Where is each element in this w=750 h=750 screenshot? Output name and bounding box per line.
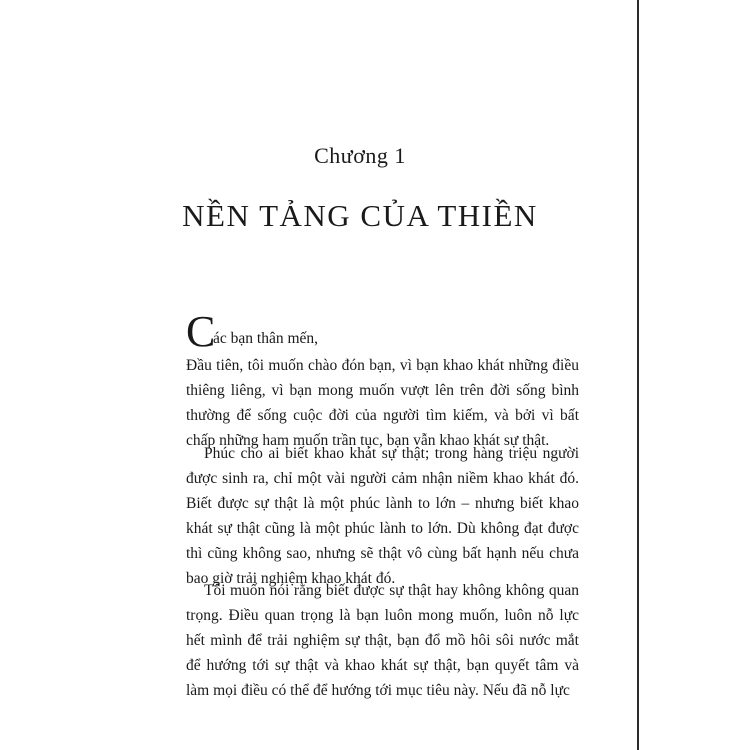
chapter-number: Chương 1 (314, 143, 406, 168)
salutation-text: ác bạn thân mến, (213, 330, 319, 347)
body-paragraph: Đầu tiên, tôi muốn chào đón bạn, vì bạn khao khát những điều thiêng liêng, vì bạn mong muốn vượt lên trên đời sống bình thường để sống cuộc đời của người tìm kiếm, và bởi vì bất chấp những ham muốn trần tục, bạn vẫn khao khát sự thật. (186, 357, 579, 449)
drop-cap: C (186, 307, 216, 356)
salutation (186, 307, 586, 356)
chapter-title: NỀN TẢNG CỦA THIỀN (182, 198, 538, 233)
page-edge-divider (637, 0, 639, 750)
body-paragraph: Tôi muốn nói rằng biết được sự thật hay không không quan trọng. Điều quan trọng là bạn luôn mong muốn, luôn nỗ lực hết mình để trải nghiệm sự thật, bạn đổ mồ hôi sôi nước mắt để hướng tới sự thật và khao khát sự thật, bạn quyết tâm và làm mọi điều có thể để hướng tới mục tiêu này. Nếu đã nỗ lực (186, 582, 579, 699)
body-paragraph: Phúc cho ai biết khao khát sự thật; trong hàng triệu người được sinh ra, chỉ một vài người cảm nhận niềm khao khát đó. Biết được sự thật là một phúc lành to lớn – nhưng biết khao khát sự thật cũng là một phúc lành to lớn. Dù không đạt được thì cũng không sao, nhưng sẽ thật vô cùng bất hạnh nếu chưa bao giờ trải nghiệm khao khát đó. (186, 445, 579, 587)
